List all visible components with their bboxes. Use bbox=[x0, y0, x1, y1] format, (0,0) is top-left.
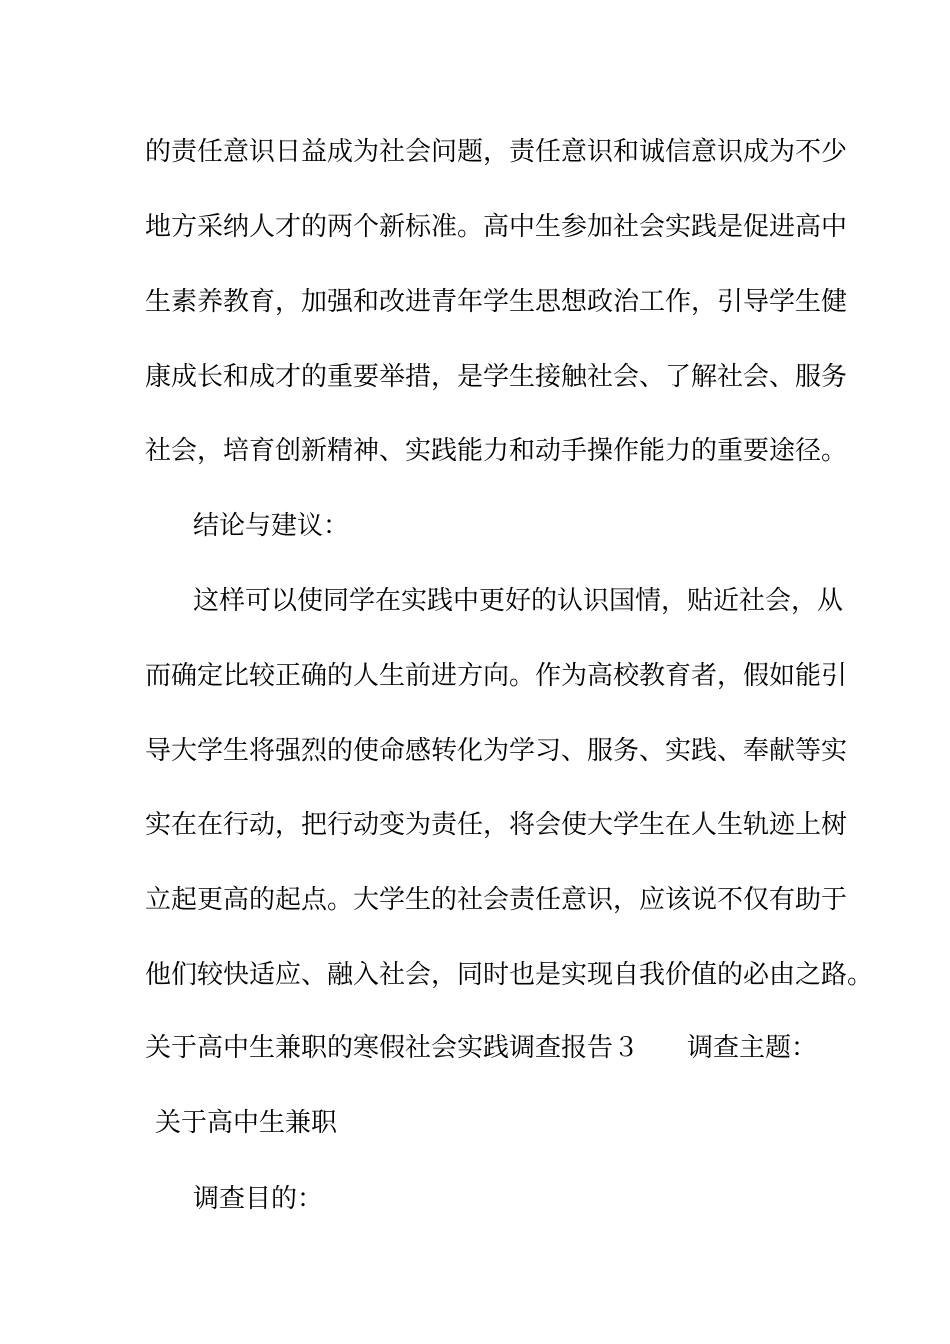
paragraph-line-3: 生素养教育，加强和改进青年学生思想政治工作，引导学生健 bbox=[145, 287, 848, 317]
paragraph-line-11: 他们较快适应、融入社会，同时也是实现自我价值的必由之路。 bbox=[145, 960, 874, 990]
survey-purpose-label: 调查目的： bbox=[193, 1184, 324, 1214]
conclusion-heading: 结论与建议： bbox=[193, 511, 350, 541]
paragraph-line-6: 这样可以使同学在实践中更好的认识国情，贴近社会，从 bbox=[193, 586, 844, 616]
report-title-line bbox=[145, 1033, 817, 1063]
survey-topic-label: 调查主题： bbox=[687, 1033, 818, 1063]
paragraph-line-10: 立起更高的起点。大学生的社会责任意识，应该说不仅有助于 bbox=[145, 885, 848, 915]
paragraph-line-9: 实在在行动，把行动变为责任，将会使大学生在人生轨迹上树 bbox=[145, 810, 848, 840]
paragraph-line-2: 地方采纳人才的两个新标准。高中生参加社会实践是促进高中 bbox=[145, 212, 848, 242]
paragraph-line-1: 的责任意识日益成为社会问题，责任意识和诚信意识成为不少 bbox=[145, 137, 848, 167]
paragraph-line-8: 导大学生将强烈的使命感转化为学习、服务、实践、奉献等实 bbox=[145, 736, 848, 766]
paragraph-line-4: 康成长和成才的重要举措，是学生接触社会、了解社会、服务 bbox=[145, 362, 848, 392]
survey-topic-value: 关于高中生兼职 bbox=[155, 1108, 338, 1138]
paragraph-line-7: 而确定比较正确的人生前进方向。作为高校教育者，假如能引 bbox=[145, 661, 848, 691]
paragraph-line-5: 社会，培育创新精神、实践能力和动手操作能力的重要途径。 bbox=[145, 436, 848, 466]
report-title: 关于高中生兼职的寒假社会实践调查报告３ bbox=[145, 1033, 640, 1063]
